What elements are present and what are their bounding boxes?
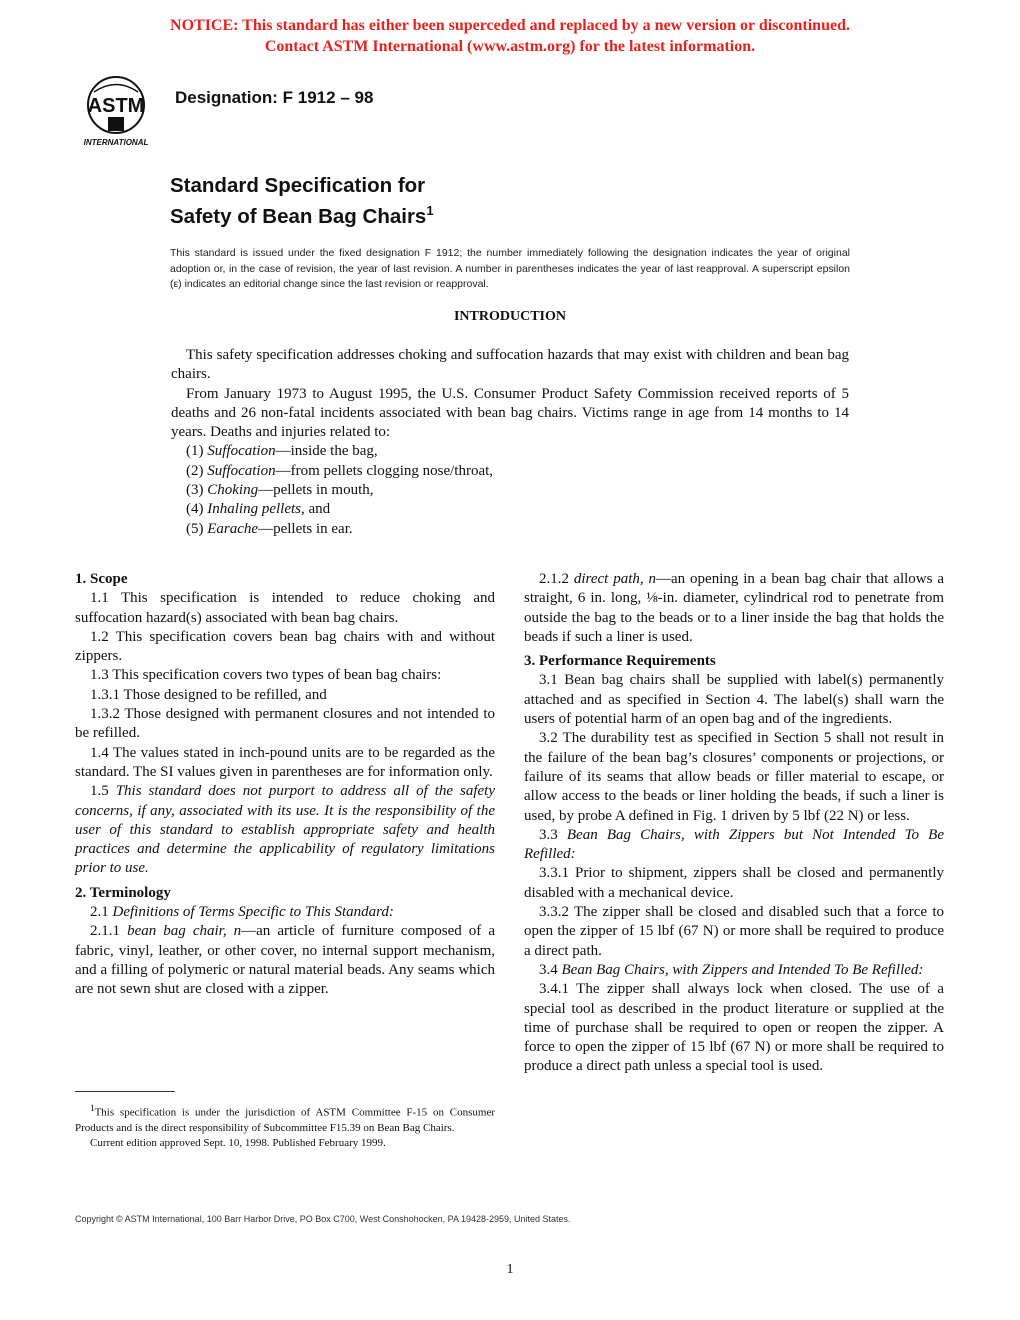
para-1-1: 1.1 This specification is intended to reduce choking and suffocation hazard(s) associated with bean bag chairs.	[75, 590, 495, 626]
astm-logo	[74, 72, 160, 148]
footnote-text: $^1$This specification is under the jurisdiction of ASTM Committee F-15 on Consumer Products and is the direct responsibility of Subcommittee F15.39 on Bean Bag Chairs.	[75, 1103, 495, 1134]
para-3-4: 3.4 Bean Bag Chairs, with Zippers and Intended To Be Refilled:	[539, 961, 924, 978]
para-2-1-1: 2.1.1 bean bag chair, n—an article of furniture composed of a fabric, vinyl, leather, or other cover, no internal support mechanism, and a filling of polymeric or natural material beads. Any seams which are not sewn shut are closed with a zipper.	[75, 923, 495, 998]
para-3-1: 3.1 Bean bag chairs shall be supplied with label(s) permanently attached and as specified in Section 4. The label(s) shall warn the users of potential harm of an open bag and of the ingredients.	[524, 672, 944, 728]
document-title	[170, 173, 434, 229]
notice-line-2: Contact ASTM International (www.astm.org) for the latest information.	[264, 38, 756, 55]
intro-list-item: (4) Inhaling pellets, and	[186, 501, 331, 518]
footnote-divider	[75, 1091, 175, 1092]
notice-line-1: NOTICE: This standard has either been superceded and replaced by a new version or discontinued.	[170, 17, 850, 34]
para-2-1: 2.1 Definitions of Terms Specific to This Standard:	[90, 904, 394, 921]
para-1-3-2: 1.3.2 Those designed with permanent closures and not intended to be refilled.	[75, 706, 495, 742]
section-3-heading: 3. Performance Requirements	[524, 653, 716, 670]
section-2-heading: 2. Terminology	[75, 884, 171, 901]
para-3-3-1: 3.3.1 Prior to shipment, zippers shall be closed and permanently disabled with a mechanical device.	[524, 865, 944, 901]
designation: Designation: F 1912 – 98	[175, 88, 374, 107]
para-1-4: 1.4 The values stated in inch-pound units are to be regarded as the standard. The SI values given in parentheses are for information only.	[75, 744, 495, 780]
para-3-3-2: 3.3.2 The zipper shall be closed and disabled such that a force to open the zipper of 15 lbf (67 N) or more shall be required to produce a direct path.	[524, 904, 944, 959]
para-1-3: 1.3 This specification covers two types of bean bag chairs:	[90, 667, 442, 684]
title-line-2: Safety of Bean Bag Chairs	[170, 204, 427, 228]
intro-list-item: (1) Suffocation—inside the bag,	[186, 443, 378, 460]
intro-list-item: (5) Earache—pellets in ear.	[186, 520, 353, 537]
logo-subtext: INTERNATIONAL	[83, 138, 149, 147]
para-2-1-2: 2.1.2 direct path, n—an opening in a bean bag chair that allows a straight, 6 in. long, ⅛-in. diameter, cylindrical rod to penetrate from outside the bag to the beads or to a liner inside the bag that holds the beads if such a liner is used.	[524, 571, 944, 645]
title-footnote-mark: 1	[426, 203, 434, 218]
section-1-heading: 1. Scope	[75, 571, 128, 587]
intro-list-item: (3) Choking—pellets in mouth,	[186, 482, 374, 499]
notice-banner	[0, 15, 1020, 57]
intro-list-item: (2) Suffocation—from pellets clogging nose/throat,	[186, 462, 494, 479]
intro-paragraph-2: From January 1973 to August 1995, the U.S. Consumer Product Safety Commission received reports of 5 deaths and 26 non-fatal incidents associated with bean bag chairs. Victims range in age from 14 months to 14 years. Deaths and injuries related to:	[171, 385, 849, 441]
para-1-3-1: 1.3.1 Those designed to be refilled, and	[90, 686, 327, 703]
footnote-edition: Current edition approved Sept. 10, 1998. Published February 1999.	[90, 1137, 386, 1150]
left-column	[75, 570, 495, 1000]
title-line-1: Standard Specification for	[170, 174, 426, 197]
para-3-4-1: 3.4.1 The zipper shall always lock when closed. The use of a special tool as described in the product literature or supplied at the time of purchase shall be required to open or reopen the zipper. A force to open the zipper of 15 lbf (67 N) or more shall be required to produce a direct path unless a special tool is used.	[524, 981, 944, 1075]
para-3-2: 3.2 The durability test as specified in Section 5 shall not result in the failure of the bean bag’s closures’ components or projections, or failure of its seams that allow beads or filler material to escape, or allow access to the beads or liner holding the beads, if such a liner is used, by probe A defined in Fig. 1 driven by 5 lbf (22 N) or less.	[524, 730, 944, 824]
para-3-3: 3.3 Bean Bag Chairs, with Zippers but Not Intended To Be Refilled:	[524, 826, 944, 863]
footnote	[75, 1101, 495, 1152]
para-1-5: 1.5 This standard does not purport to address all of the safety concerns, if any, associated with its use. It is the responsibility of the user of this standard to establish appropriate safety and health practices and determine the applicability of regulatory limitations prior to use.	[75, 783, 496, 877]
issued-note: This standard is issued under the fixed designation F 1912; the number immediately following the designation indicates the year of original adoption or, in the case of revision, the year of last revision. A number in parentheses indicates the year of last reapproval. A superscript epsilon (ε) indicates an editorial change since the last revision or reapproval.	[170, 247, 850, 290]
right-column	[524, 570, 944, 1077]
introduction-heading: INTRODUCTION	[453, 309, 566, 324]
copyright: Copyright © ASTM International, 100 Barr Harbor Drive, PO Box C700, West Conshohocken, PA 19428-2959, United States.	[75, 1214, 571, 1224]
logo-text: ASTM	[87, 95, 145, 117]
intro-paragraph-1: This safety specification addresses choking and suffocation hazards that may exist with children and bean bag chairs.	[171, 347, 849, 383]
para-1-2: 1.2 This specification covers bean bag chairs with and without zippers.	[75, 628, 495, 665]
page-number: 1	[506, 1262, 514, 1277]
introduction-body	[171, 346, 849, 539]
